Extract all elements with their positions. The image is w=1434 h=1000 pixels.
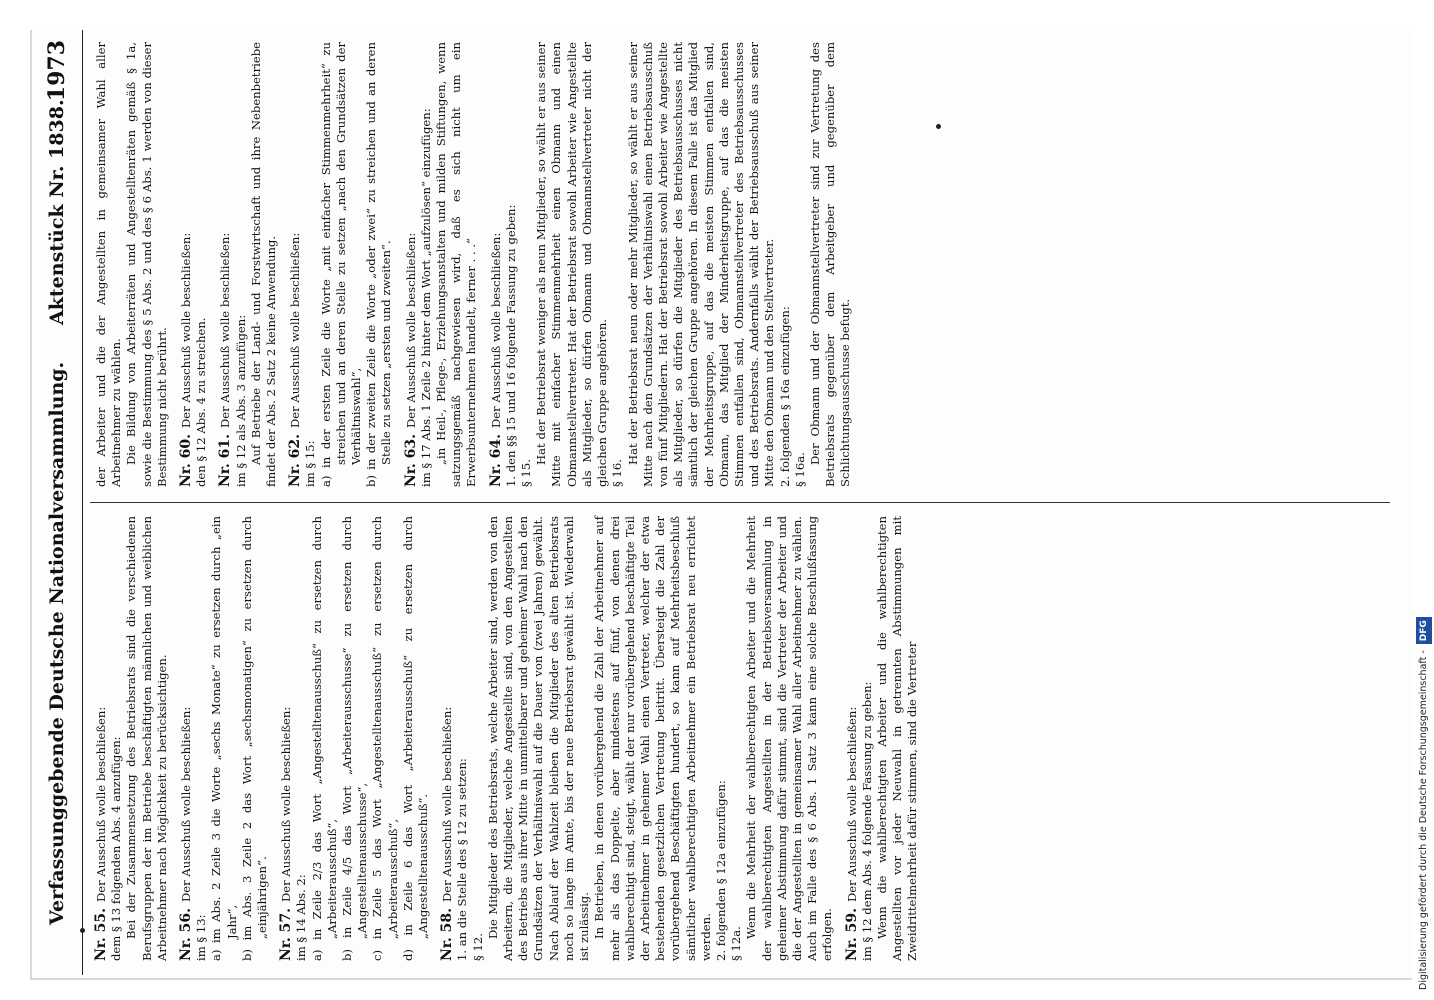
section	[845, 516, 921, 961]
section-heading	[489, 42, 504, 487]
section	[404, 42, 480, 487]
paragraph-heading: § 15.	[519, 459, 534, 487]
section	[489, 42, 854, 487]
section-intro: Der Ausschuß wolle beschließen:	[279, 706, 294, 902]
scan-speck	[936, 124, 941, 129]
section-intro: Der Ausschuß wolle beschließen:	[179, 232, 194, 428]
section-heading	[845, 516, 860, 961]
body-paragraph: In Betrieben, in denen vorübergehend die Zahl der Arbeitnehmer auf mehr als das Doppelte, aber mindestens auf fünf, von denen drei wahlberechtigt sind, steigt, wählt der nur vorübergehend beschäftigte Teil der Arbeitnehmer in geheimer Wahl einen Vertreter, welcher der etwa bestehenden gesetzlichen Vertretung beitritt. Übersteigt die Zahl der vorübergehend Beschäftigten hundert, so kann auf Mehrheitsbeschluß sämtlicher wahlberechtigten Arbeitnehmer ein Betriebsrat neu errichtet werden.	[592, 516, 713, 961]
header-title: Verfassunggebende Deutsche Nationalversammlung.	[46, 361, 68, 925]
body-paragraph: „in Heil-, Pflege-, Erziehungsanstalten und milden Stiftungen, wenn satzungsgemäß nachgewiesen wird, daß es sich nicht um ein Erwerbsunternehmen handelt, ferner . . .“	[434, 42, 479, 487]
section	[179, 516, 270, 961]
section	[218, 42, 279, 487]
section-intro: Der Ausschuß wolle beschließen:	[403, 232, 418, 428]
body-paragraph: Der Obmann und der Obmannstellvertreter sind zur Vertretung des Betriebsrats gegenüber dem Arbeitgeber und gegenüber dem Schlichtungsausschusse befugt.	[807, 42, 853, 487]
body-line: im § 15:	[303, 440, 318, 487]
body-line: im § 13:	[194, 914, 209, 961]
body-line: der Arbeiter und die der Angestellten in gemeinsamer Wahl aller Arbeitnehmer zu wählen.	[94, 42, 124, 487]
paragraph-heading: § 12.	[470, 933, 485, 961]
right-column	[94, 42, 863, 487]
section-number: Nr. 61.	[217, 434, 234, 487]
paragraph-heading: § 16a.	[792, 452, 807, 487]
section-number: Nr. 64.	[487, 434, 504, 487]
body-line: 2. folgenden § 12a einzufügen:	[713, 780, 728, 961]
section	[279, 516, 431, 961]
section-heading	[440, 516, 455, 961]
section	[94, 516, 170, 961]
section	[179, 42, 209, 487]
section-heading	[279, 516, 294, 961]
list-item: b) im Abs. 3 Zeile 2 das Wort „sechsmonatigen“ zu ersetzen durch „einjährigen“.	[239, 516, 270, 961]
section-intro: Der Ausschuß wolle beschließen:	[488, 232, 503, 428]
section-heading	[288, 42, 303, 487]
list-item: a) im Abs. 2 Zeile 3 die Worte „sechs Monate“ zu ersetzen durch „ein Jahr“,	[209, 516, 239, 961]
header-document-number: Aktenstück Nr. 1838.	[46, 99, 68, 325]
body-paragraph: Wenn die Mehrheit der wahlberechtigten Arbeiter und die Mehrheit der wahlberechtigten Angestellten in der Betriebsversammlung in geheimer Abstimmung dafür stimmt, sind die Vertreter der Arbeiter und die der Angestellten in gemeinsamer Wahl aller Arbeitnehmer zu wählen. Auch im Falle des § 6 Abs. 1 Satz 3 kann eine solche Beschlußfassung erfolgen.	[744, 516, 835, 961]
body-paragraph: Hat der Betriebsrat neun oder mehr Mitglieder, so wählt er aus seiner Mitte nach den Grundsätzen der Verhältniswahl einen Betriebsausschuß von fünf Mitgliedern. Hat der Betriebsrat sowohl Arbeiter wie Angestellte als Mitglieder, so dürfen die Mitglieder des Betriebsausschusses nicht sämtlich der gleichen Gruppe angehören. In diesem Falle ist das Mitglied der Mehrheitsgruppe, auf das die meisten Stimmen entfallen sind, Obmann, das Mitglied der Minderheitsgruppe, auf das die meisten Stimmen entfallen sind, Obmannstellvertreter des Betriebsausschusses und des Betriebsrats. Andernfalls wählt der Betriebsausschuß aus seiner Mitte den Obmann und den Stellvertreter.	[625, 42, 777, 487]
section-heading	[218, 42, 233, 487]
dfg-credit-text: Digitalisierung gefördert durch die Deutsche Forschungsgemeinschaft -	[1418, 650, 1429, 990]
scan-speck	[80, 928, 85, 933]
section-number: Nr. 63.	[402, 434, 419, 487]
body-line: im § 17 Abs. 1 Zeile 2 hinter dem Wort „aufzulösen“ einzufügen:	[418, 108, 433, 487]
section-heading	[179, 516, 194, 961]
body-paragraph: Wenn die wahlberechtigten Arbeiter und die wahlberechtigten Angestellten vor jeder Neuwahl in getrennten Abstimmungen mit Zweidrittelmehrheit dafür stimmen, sind die Vertreter	[874, 516, 920, 961]
body-paragraph: Hat der Betriebsrat weniger als neun Mitglieder, so wählt er aus seiner Mitte mit einfacher Stimmenmehrheit einen Obmann und einen Obmannstellvertreter. Hat der Betriebsrat sowohl Arbeiter wie Angestellte als Mitglieder, so dürfen Obmann und Obmannstellvertreter nicht der gleichen Gruppe angehören.	[534, 42, 610, 487]
section-number: Nr. 62.	[287, 434, 304, 487]
body-paragraph: Die Mitglieder des Betriebsrats, welche Arbeiter sind, werden von den Arbeitern, die Mitglieder, welche Angestellte sind, von den Angestellten des Betriebs aus ihrer Mitte in unmittelbarer und geheimer Wahl nach den Grundsätzen der Verhältniswahl auf die Dauer von (zwei Jahren) gewählt. Nach Ablauf der Wahlzeit bleiben die Mitglieder des alten Betriebsrats noch so lange im Amte, bis der neue Betriebsrat gewählt ist. Wiederwahl ist zulässig.	[485, 516, 592, 961]
section-heading	[179, 42, 194, 487]
list-item: c) in Zeile 5 das Wort „Angestelltenausschuß“ zu ersetzen durch „Arbeiterausschuß“,	[370, 516, 400, 961]
list-item: b) in Zeile 4/5 das Wort „Arbeiterausschusse“ zu ersetzen durch „Angestelltenausschusse“,	[340, 516, 370, 961]
body-line: im § 12 als Abs. 3 anzufügen:	[233, 314, 248, 487]
page-header	[32, 30, 83, 975]
body-paragraph: Auf Betriebe der Land- und Forstwirtschaft und ihre Nebenbetriebe findet der Abs. 2 Satz 2 keine Anwendung.	[248, 42, 279, 487]
left-column	[94, 516, 930, 961]
list-item: a) in Zeile 2/3 das Wort „Angestelltenausschuß“ zu ersetzen durch „Arbeiterausschuß“,	[309, 516, 339, 961]
dfg-credit-strip	[1416, 10, 1432, 990]
list-item: b) in der zweiten Zeile die Worte „oder zwei“ zu streichen und an deren Stelle zu setzen „ersten und zweiten“.	[364, 42, 394, 487]
body-line: 1. den §§ 15 und 16 folgende Fassung zu geben:	[503, 204, 518, 487]
body-line: 1. an die Stelle des § 12 zu setzen:	[455, 758, 470, 961]
section-intro: Der Ausschuß wolle beschließen:	[844, 706, 859, 902]
column-divider	[90, 502, 1390, 503]
section-intro: Der Ausschuß wolle beschließen:	[218, 232, 233, 428]
section	[440, 516, 835, 961]
section-number: Nr. 59.	[843, 908, 860, 961]
section-number: Nr. 58.	[439, 908, 456, 961]
list-item: a) in der ersten Zeile die Worte „mit einfacher Stimmenmehrheit“ zu streichen und an deren Stelle zu setzen „nach den Grundsätzen der Verhältniswahl“,	[318, 42, 364, 487]
body-paragraph: Die Bildung von Arbeiterräten und Angestelltenräten gemäß § 1a, sowie die Bestimmung des § 5 Abs. 2 und des § 6 Abs. 1 werden von dieser Bestimmung nicht berührt.	[124, 42, 169, 487]
section-intro: Der Ausschuß wolle beschließen:	[440, 706, 455, 902]
dfg-logo: DFG	[1416, 617, 1432, 644]
paragraph-heading: § 12a.	[729, 926, 744, 961]
section	[94, 42, 170, 487]
section-heading	[94, 516, 109, 961]
list-item: d) in Zeile 6 das Wort „Arbeiterausschuß“ zu ersetzen durch „Angestelltenausschuß“.	[400, 516, 431, 961]
section-number: Nr. 56.	[178, 908, 195, 961]
page-number: 1973	[44, 40, 70, 102]
section	[288, 42, 394, 487]
paragraph-heading: § 16.	[610, 459, 625, 487]
section-intro: Der Ausschuß wolle beschließen:	[288, 232, 303, 428]
section-intro: Der Ausschuß wolle beschließen:	[94, 706, 108, 902]
dfg-credit	[1416, 10, 1432, 990]
body-line: im § 12 dem Abs. 4 folgende Fassung zu geben:	[859, 681, 874, 961]
section-number: Nr. 60.	[178, 434, 195, 487]
scanned-page	[30, 30, 1412, 980]
body-line: dem § 13 folgenden Abs. 4 anzufügen:	[109, 736, 124, 961]
body-line: im § 14 Abs. 2:	[294, 874, 309, 961]
body-line: den § 12 Abs. 4 zu streichen.	[194, 317, 209, 487]
section-heading	[404, 42, 419, 487]
body-paragraph: Bei der Zusammensetzung des Betriebsrats sind die verschiedenen Berufsgruppen der im Betriebe beschäftigten männlichen und weiblichen Arbeitnehmer nach Möglichkeit zu berücksichtigen.	[124, 516, 169, 961]
section-number: Nr. 55.	[93, 908, 109, 961]
section-intro: Der Ausschuß wolle beschließen:	[179, 706, 194, 902]
section-number: Nr. 57.	[278, 908, 295, 961]
rotated-page-content	[32, 30, 1407, 975]
body-line: 2. folgenden § 16a einzufügen:	[777, 306, 792, 487]
